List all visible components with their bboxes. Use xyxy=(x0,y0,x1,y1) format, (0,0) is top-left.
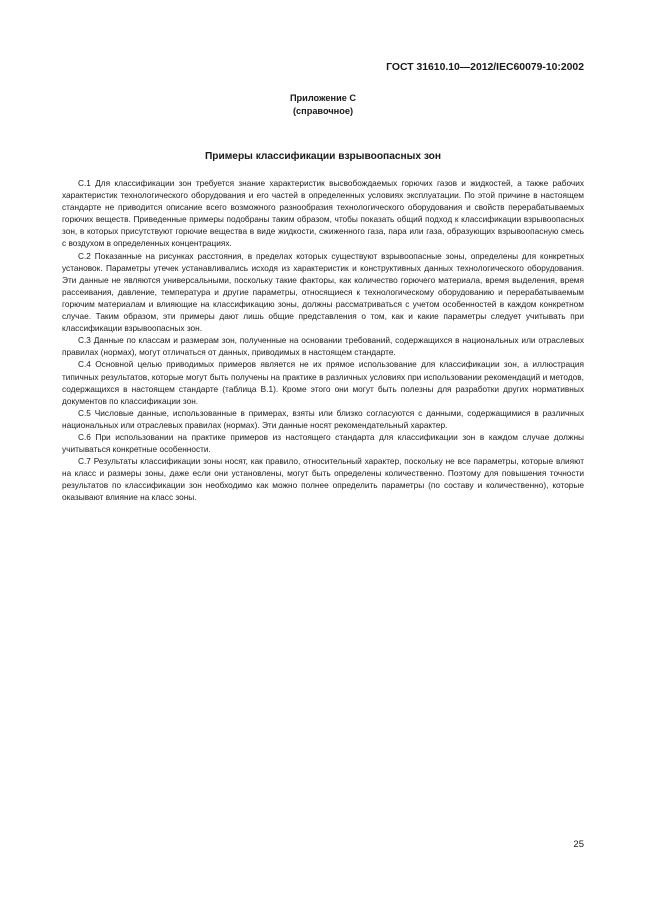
paragraph-c2: С.2 Показанные на рисунках расстояния, в пределах которых существуют взрывоопасные зоны, определены для конкретных установок. Параметры утечек устанавливались исходя из характеристик и конструктивных данных технологического оборудования. Эти данные не являются универсальными, поскольку такие факторы, как количество горючего материала, время выделения, время рассеивания, давление, температура и другие параметры, относящиеся к технологическому оборудованию и перерабатываемым горючим материалам и влияющие на классификацию зоны, должны рассматриваться с учетом особенностей в каждом конкретном случае. Таким образом, эти примеры дают лишь общие представления о том, как и какие параметры следует учитывать при классификации взрывоопасных зон. xyxy=(62,250,584,334)
appendix-title: Приложение С xyxy=(289,93,357,103)
appendix-subtitle: (справочное) xyxy=(292,106,353,116)
standard-header: ГОСТ 31610.10—2012/IEC60079-10:2002 xyxy=(386,62,584,73)
paragraph-c3: С.3 Данные по классам и размерам зон, полученные на основании требований, содержащихся в национальных или отраслевых правилах (нормах), могут отличаться от данных, приводимых в настоящем стандарте. xyxy=(62,335,584,358)
paragraph-c7: С.7 Результаты классификации зоны носят, как правило, относительный характер, поскольку не все параметры, которые влияют на класс и размеры зоны, даже если они установлены, могут быть определены количественно. Поэтому для повышения точности результатов по классификации зон необходимо как можно полнее определить параметры (по составу и количественно), которые оказывают влияние на класс зоны. xyxy=(62,456,584,503)
paragraph-c1: С.1 Для классификации зон требуется знание характеристик высвобождаемых горючих газов и жидкостей, а также рабочих характеристик технологического оборудования и его частей в определенных условиях эксплуатации. По этой причине в настоящем стандарте не приводится описание всего возможного разнообразия технологического оборудования и свойств перерабатываемых горючих веществ. Приведенные примеры подобраны таким образом, чтобы показать общий подход к классификации взрывоопасных зон, в которых присутствуют горючие вещества в виде жидкости, сжиженного газа, пара или газа, образующих взрывоопасную смесь с воздухом в определенных концентрациях. xyxy=(62,178,584,249)
page-number: 25 xyxy=(573,839,584,850)
section-title: Примеры классификации взрывоопасных зон xyxy=(204,151,442,162)
paragraph-c5: С.5 Числовые данные, использованные в примерах, взяты или близко согласуются с данными, содержащимися в различных национальных или отраслевых правилах (нормах). Эти данные носят рекомендательный характер. xyxy=(62,407,584,430)
appendix-heading xyxy=(0,92,646,118)
paragraph-c4: С.4 Основной целью приводимых примеров является не их прямое использование для классификации зон, а иллюстрация типичных результатов, которые могут быть получены на практике в различных условиях при использовании рекомендаций и методов, содержащихся в настоящем стандарте (таблица В.1). Кроме этого они могут быть полезны для разработки других нормативных документов по классификации зон. xyxy=(62,359,584,406)
body-text xyxy=(62,177,584,504)
paragraph-c6: С.6 При использовании на практике примеров из настоящего стандарта для классификации зон в каждом случае должны учитываться конкретные особенности. xyxy=(62,431,584,455)
